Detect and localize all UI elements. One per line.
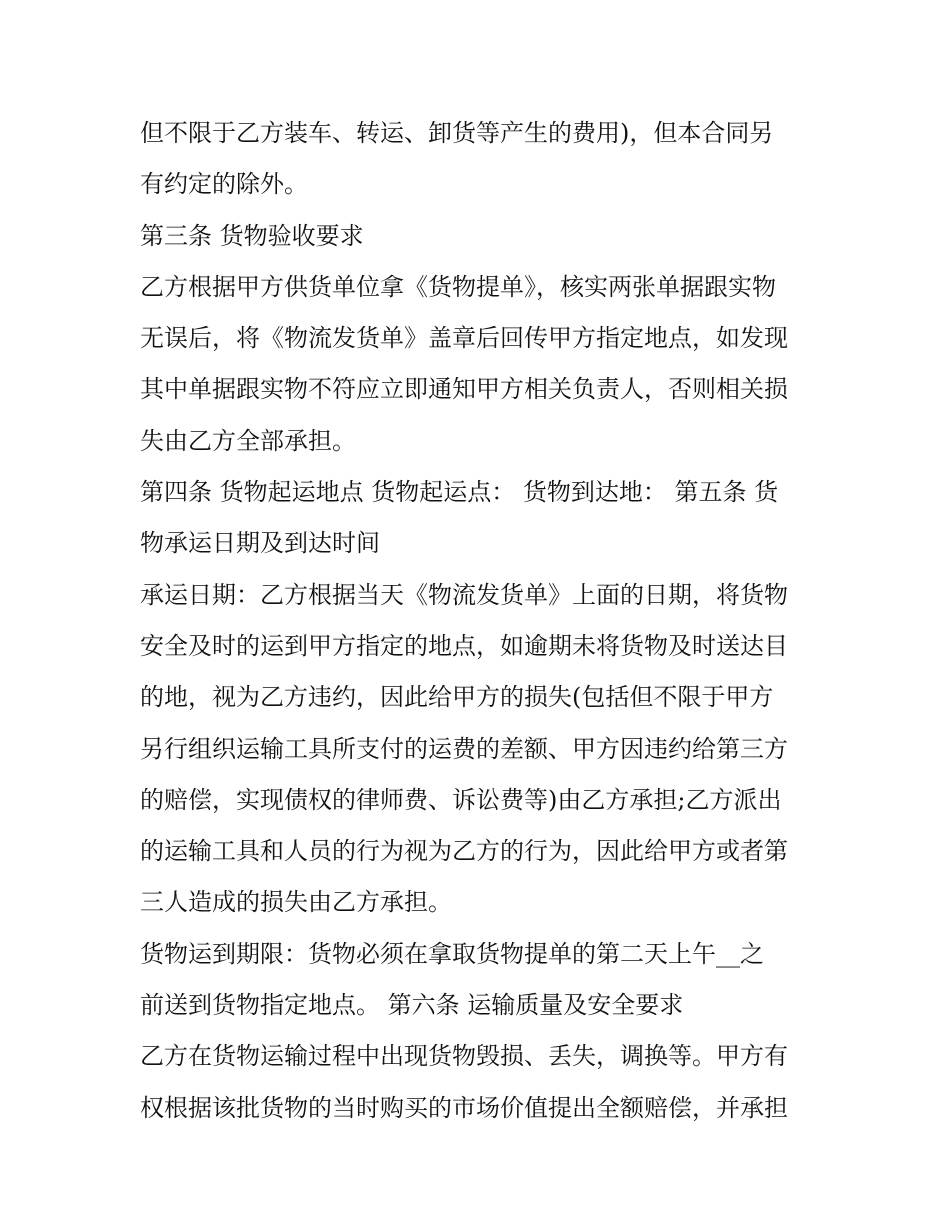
text-line: 另行组织运输工具所支付的运费的差额、甲方因违约给第三方 [140,734,788,763]
text-line: 其中单据跟实物不符应立即通知甲方相关负责人，否则相关损 [140,375,788,404]
text-line: 权根据该批货物的当时购买的市场价值提出全额赔偿，并承担 [140,1093,788,1122]
text-line: 无误后，将《物流发货单》盖章后回传甲方指定地点，如发现 [140,324,788,353]
text-line: 有约定的除外。 [140,170,308,199]
text-line: 物承运日期及到达时间 [140,529,380,558]
text-line: 的赔偿，实现债权的律师费、诉讼费等)由乙方承担;乙方派出 [140,785,782,814]
text-line: 但不限于乙方装车、转运、卸货等产生的费用)，但本合同另 [140,119,774,147]
text-line: 的地，视为乙方违约，因此给甲方的损失(包括但不限于甲方 [140,683,774,712]
text-line: 货物运到期限：货物必须在拿取货物提单的第二天上午__之 [140,939,764,968]
contract-text-body [140,108,820,1134]
text-line: 的运输工具和人员的行为视为乙方的行为，因此给甲方或者第 [140,837,788,866]
text-line: 乙方在货物运输过程中出现货物毁损、丢失，调换等。甲方有 [140,1042,788,1071]
text-line: 失由乙方全部承担。 [140,426,356,455]
text-line: 前送到货物指定地点。 第六条 运输质量及安全要求 [140,991,684,1020]
text-line: 三人造成的损失由乙方承担。 [140,888,452,917]
section-heading: 第四条 货物起运地点 货物起运点： 货物到达地： 第五条 货 [140,478,779,507]
text-line: 安全及时的运到甲方指定的地点，如逾期未将货物及时送达目 [140,631,788,660]
text-line: 乙方根据甲方供货单位拿《货物提单》，核实两张单据跟实物 [140,272,776,301]
section-heading: 第三条 货物验收要求 [140,221,364,250]
text-line: 承运日期：乙方根据当天《物流发货单》上面的日期，将货物 [140,580,788,609]
